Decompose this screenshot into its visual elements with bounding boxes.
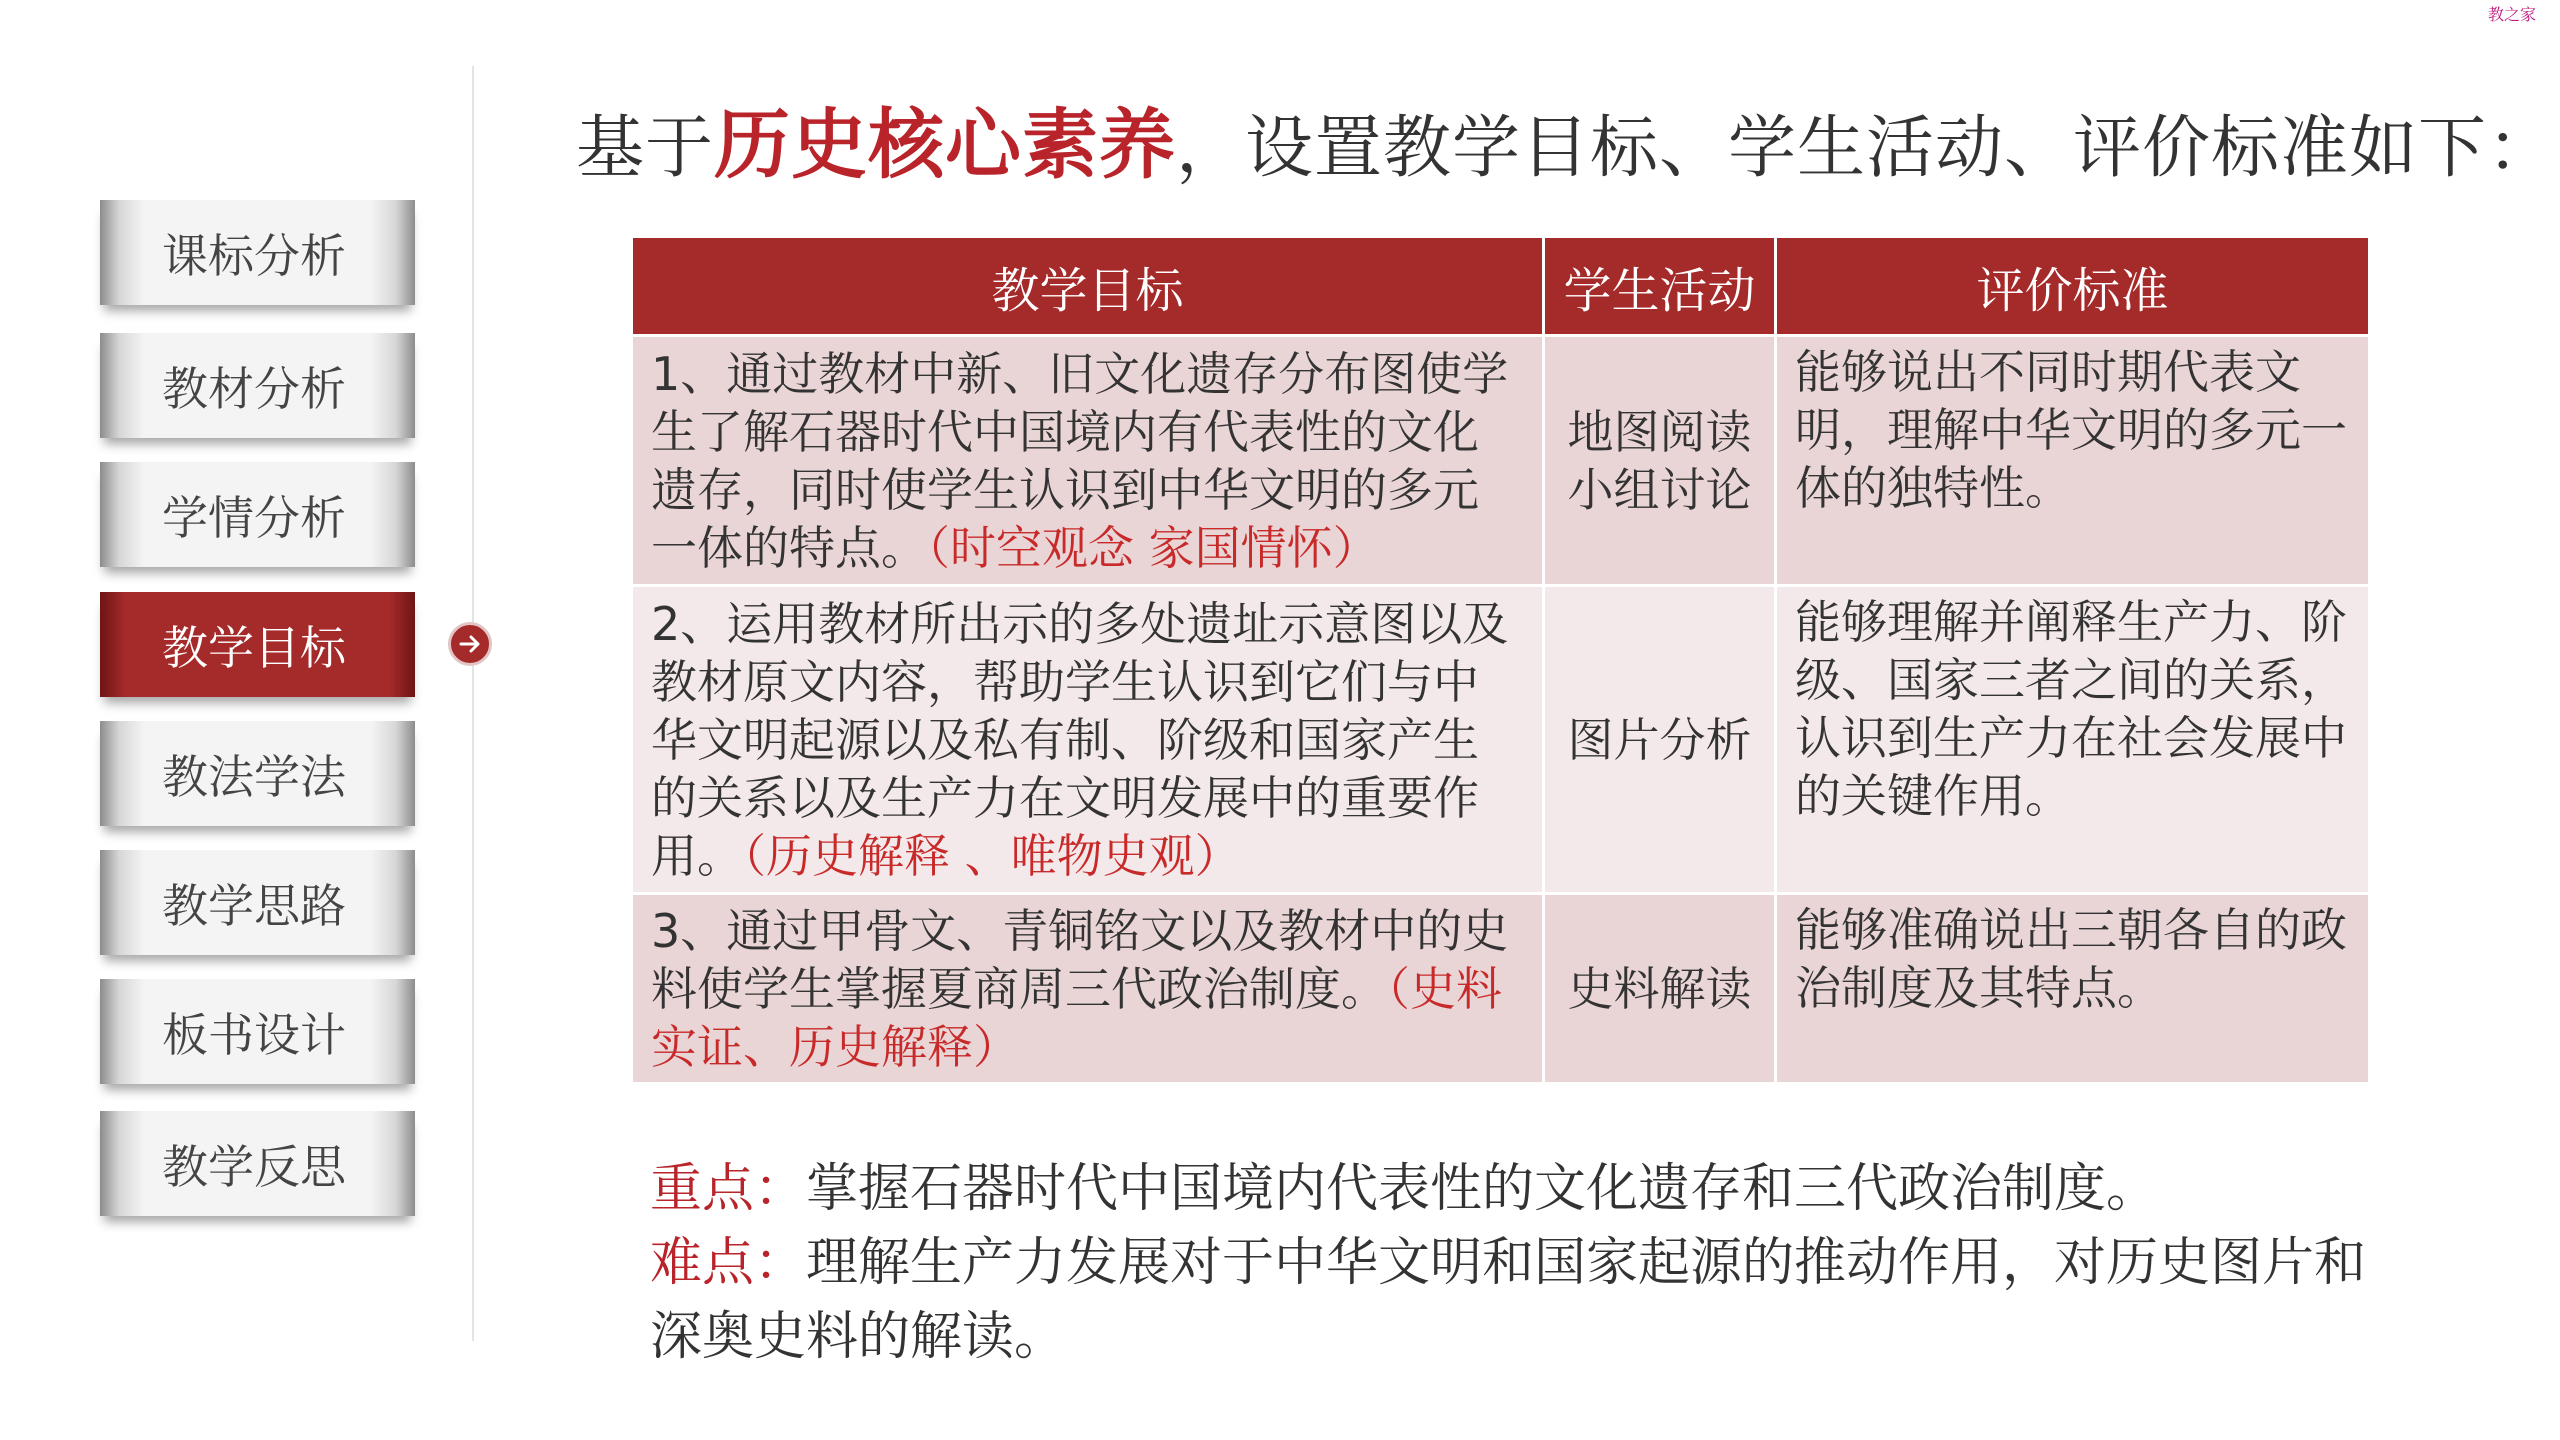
- header-evaluation: 评价标准: [1776, 238, 2370, 336]
- goal-tag: （历史解释 、唯物史观）: [743, 828, 1241, 883]
- table-row: [632, 336, 2370, 586]
- sidebar-item-board-design[interactable]: 板书设计: [100, 979, 415, 1084]
- focus-label: 重点：: [650, 1159, 807, 1219]
- sidebar-item-teaching-ideas[interactable]: 教学思路: [100, 850, 415, 955]
- goal-cell: [632, 894, 1544, 1084]
- table-row: [632, 894, 2370, 1084]
- criteria-cell: 能够理解并阐释生产力、阶级、国家三者之间的关系，认识到生产力在社会发展中的关键作用。: [1776, 586, 2370, 894]
- activity-cell: 史料解读: [1544, 894, 1776, 1084]
- goal-text: 2、运用教材所出示的多处遗址示意图以及教材原文内容，帮助学生认识到它们与中华文明起源以及私有制、阶级和国家产生的关系以及生产力在文明发展中的重要作用。: [651, 596, 1509, 883]
- page-title: [576, 84, 2556, 193]
- watermark-logo: 教之家: [2487, 5, 2536, 24]
- activity-cell: 地图阅读 小组讨论: [1544, 336, 1776, 586]
- goal-text: 1、通过教材中新、旧文化遗存分布图使学生了解石器时代中国境内有代表性的文化遗存，同时使学生认识到中华文明的多元一体的特点。: [651, 346, 1509, 575]
- goal-tag: （时空观念 家国情怀）: [927, 520, 1379, 575]
- table-row: [632, 586, 2370, 894]
- activity-cell: 图片分析: [1544, 586, 1776, 894]
- difficulty-label: 难点：: [650, 1233, 807, 1293]
- header-teaching-goal: 教学目标: [632, 238, 1544, 336]
- focus-line: [650, 1152, 2370, 1226]
- goal-cell: [632, 336, 1544, 586]
- arrow-right-icon: [448, 622, 492, 666]
- header-student-activity: 学生活动: [1544, 238, 1776, 336]
- goal-cell: [632, 586, 1544, 894]
- sidebar-item-reflection[interactable]: 教学反思: [100, 1111, 415, 1216]
- sidebar-item-students[interactable]: 学情分析: [100, 462, 415, 567]
- sidebar-item-methods[interactable]: 教法学法: [100, 721, 415, 826]
- title-highlight: 历史核心素养: [714, 100, 1177, 189]
- title-prefix: 基于: [576, 109, 715, 188]
- goals-table: [630, 238, 2371, 1085]
- goal-text: 3、通过甲骨文、青铜铭文以及教材中的史料使学生掌握夏商周三代政治制度。: [651, 903, 1509, 1016]
- criteria-cell: 能够说出不同时期代表文明，理解中华文明的多元一体的独特性。: [1776, 336, 2370, 586]
- sidebar-item-curriculum[interactable]: 课标分析: [100, 200, 415, 305]
- key-points: [650, 1152, 2370, 1374]
- title-suffix: ，设置教学目标、学生活动、评价标准如下：: [1176, 109, 2557, 188]
- difficulty-text: 理解生产力发展对于中华文明和国家起源的推动作用，对历史图片和深奥史料的解读。: [650, 1233, 2367, 1367]
- goal-tag: （史料实证、历史解释）: [651, 961, 1502, 1074]
- difficulty-line: [650, 1226, 2370, 1374]
- vertical-divider: [472, 66, 474, 1341]
- sidebar-item-teaching-goals[interactable]: 教学目标: [100, 592, 415, 697]
- focus-text: 掌握石器时代中国境内代表性的文化遗存和三代政治制度。: [806, 1159, 2159, 1219]
- criteria-cell: 能够准确说出三朝各自的政治制度及其特点。: [1776, 894, 2370, 1084]
- sidebar-item-textbook[interactable]: 教材分析: [100, 333, 415, 438]
